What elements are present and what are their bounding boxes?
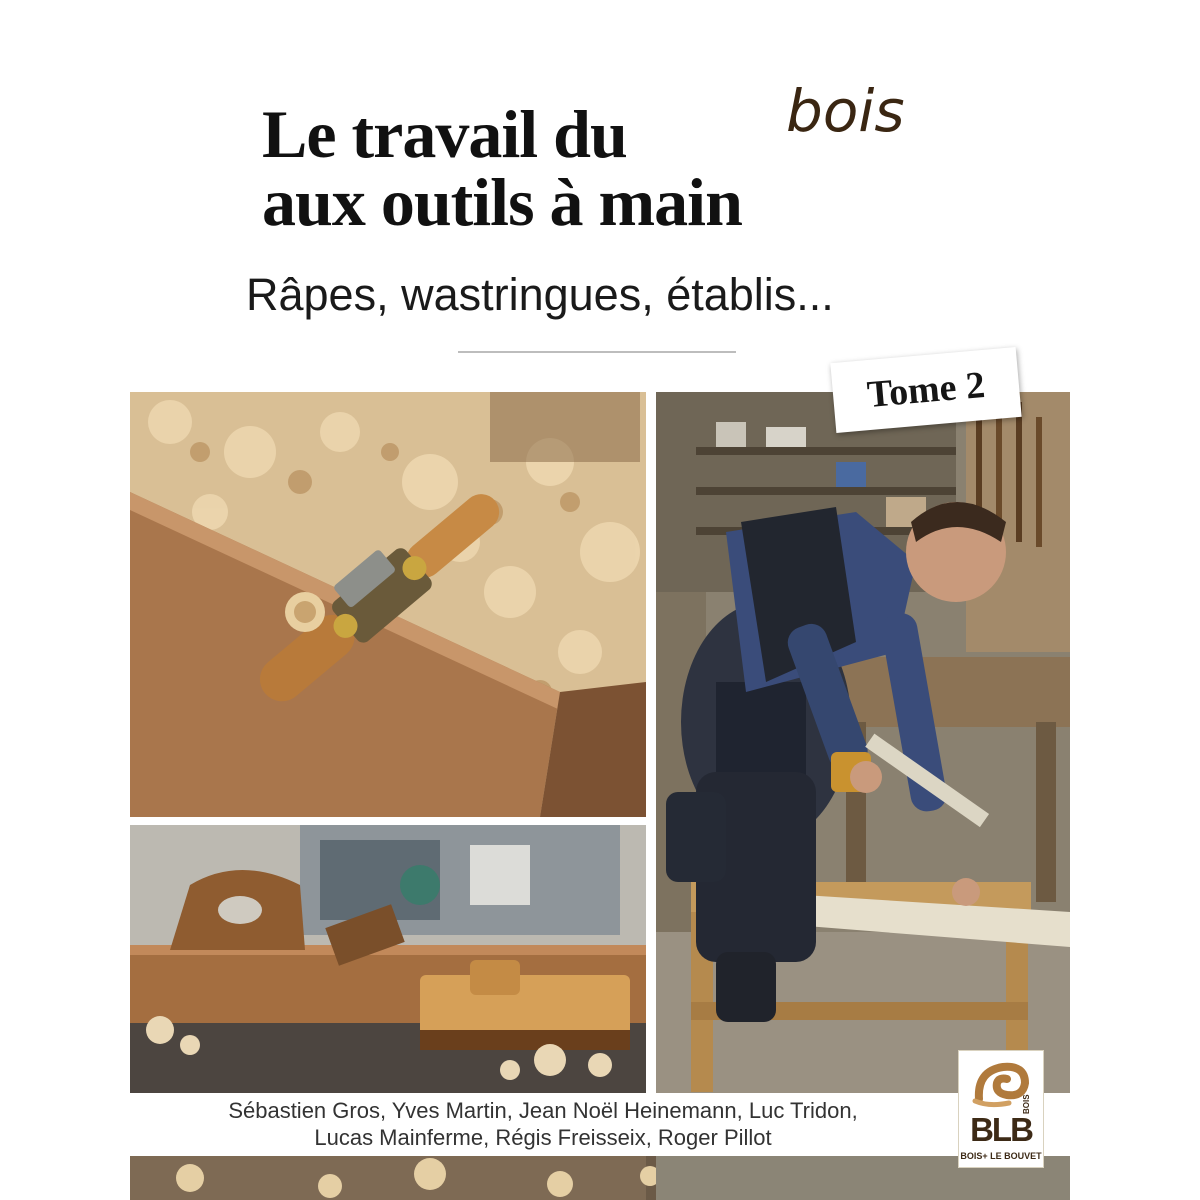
- subtitle: Râpes, wastringues, établis...: [246, 269, 834, 320]
- divider-line: [458, 351, 736, 353]
- title-accent-word: bois: [786, 77, 905, 145]
- wood-shavings-strip-photo: [130, 1156, 1070, 1200]
- authors-band: [130, 1093, 956, 1156]
- publisher-logo-small: BOIS: [1022, 1094, 1031, 1114]
- wooden-planes-photo: [130, 825, 646, 1093]
- volume-label-text: Tome 2: [865, 363, 987, 417]
- spokeshave-photo: [130, 392, 646, 817]
- authors-line-2: Lucas Mainferme, Régis Freisseix, Roger Pillot: [314, 1125, 772, 1150]
- publisher-name: BOIS+ LE BOUVET: [960, 1151, 1042, 1161]
- authors-line-1: Sébastien Gros, Yves Martin, Jean Noël Heinemann, Luc Tridon,: [228, 1098, 858, 1123]
- publisher-logo: [958, 1050, 1044, 1168]
- title-line-2: aux outils à main: [262, 164, 742, 240]
- title-line-1: Le travail du: [262, 96, 627, 172]
- woodworker-sawing-photo: [656, 392, 1070, 1093]
- publisher-logo-letters: BLB: [970, 1111, 1032, 1148]
